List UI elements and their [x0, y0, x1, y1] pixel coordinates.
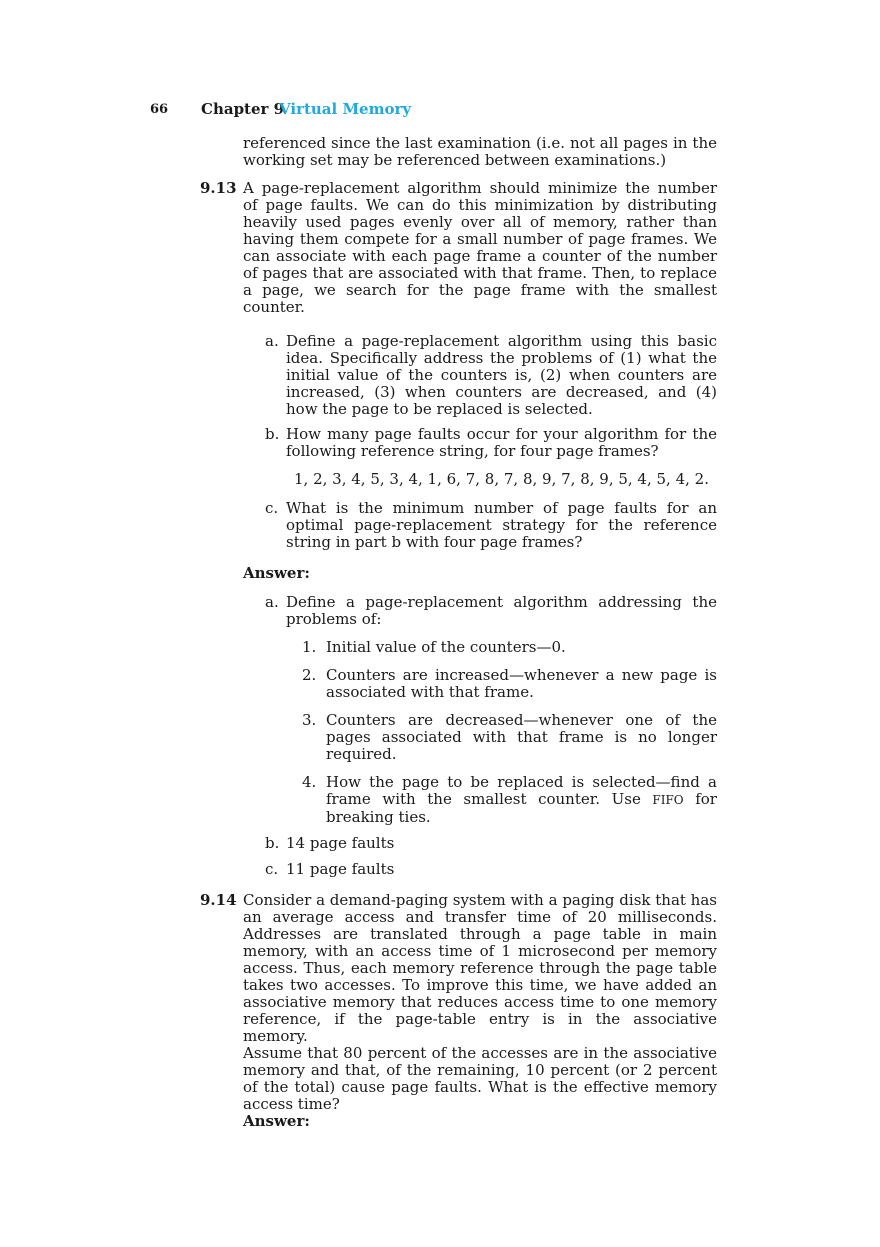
answer-text: Define a page-replacement algorithm addressing the problems of: — [286, 593, 717, 628]
continuation-paragraph: referenced since the last examination (i.e. not all pages in the working set may be referenced between examinations.) — [243, 134, 717, 169]
answer-label: Answer: — [243, 1112, 310, 1130]
part-text: Define a page-replacement algorithm using this basic idea. Specifically address the problems of (1) what the initial value of the counters is, (2) when counters are increased, (3) when counters are decreased, and (4) how the page to be replaced is selected. — [286, 332, 717, 418]
answer-item-2 — [243, 667, 717, 701]
part-text: What is the minimum number of page faults for an optimal page-replacement strategy for the reference string in part b with four page frames? — [286, 499, 717, 551]
answer-label: Answer: — [243, 564, 310, 582]
answer-text: 11 page faults — [286, 860, 395, 878]
item-text: Counters are decreased—whenever one of the pages associated with that frame is no longer required. — [326, 711, 717, 763]
part-marker: c. — [265, 499, 279, 517]
item-marker: 3. — [302, 711, 317, 729]
answer-item-1 — [243, 639, 717, 656]
part-marker: b. — [265, 834, 280, 852]
answer-numbered-list — [243, 639, 717, 826]
item-marker: 1. — [302, 638, 317, 656]
answer-part-b — [243, 835, 717, 852]
item-marker: 2. — [302, 666, 317, 684]
part-text: How many page faults occur for your algorithm for the following reference string, for four page frames? — [286, 425, 717, 460]
exercise-9-14 — [200, 891, 717, 1130]
exercise-prompt: Consider a demand-paging system with a paging disk that has an average access and transfer time of 20 milliseconds. Addresses are translated through a page table in main memory, with an access time of 1 microsecond per memory access. Thus, each memory reference through the page table takes two accesses. To improve this time, we have added an associative memory that reduces access time to one memory reference, if the page-table entry is in the associative memory. — [243, 891, 717, 1045]
exercise-number: 9.14 — [200, 891, 237, 909]
question-part-b — [243, 426, 717, 460]
item-text — [326, 774, 717, 826]
question-parts-cont — [243, 500, 717, 551]
exercise-prompt-continued: Assume that 80 percent of the accesses are in the associative memory and that, of the remaining, 10 percent (or 2 percent of the total) cause page faults. What is the effective memory access time? — [243, 1044, 717, 1113]
part-marker: a. — [265, 332, 279, 350]
running-header — [0, 100, 880, 122]
chapter-title: Virtual Memory — [279, 100, 412, 118]
question-part-a — [243, 333, 717, 418]
exercise-prompt: A page-replacement algorithm should minimize the number of page faults. We can do this minimization by distributing heavily used pages evenly over all of memory, rather than having them compete for a small number of page frames. We can associate with each page frame a counter of the number of pages that are associated with that frame. Then, to replace a page, we search for the page frame with the smallest counter. — [243, 179, 717, 316]
item-text-after: for breaking ties. — [326, 790, 717, 826]
chapter-label: Chapter 9 — [201, 100, 285, 118]
answer-item-3 — [243, 712, 717, 763]
answer-text: 14 page faults — [286, 834, 395, 852]
fifo-acronym: FIFO — [652, 793, 684, 807]
exercise-9-13 — [200, 179, 717, 878]
reference-string: 1, 2, 3, 4, 5, 3, 4, 1, 6, 7, 8, 7, 8, 9, 7, 8, 9, 5, 4, 5, 4, 2. — [294, 470, 709, 488]
item-text: Initial value of the counters—0. — [326, 638, 566, 656]
answer-item-4 — [243, 774, 717, 826]
question-parts — [243, 333, 717, 460]
question-part-c — [243, 500, 717, 551]
answer-part-c — [243, 861, 717, 878]
part-marker: c. — [265, 860, 279, 878]
part-marker: b. — [265, 425, 280, 443]
answer-block — [243, 594, 717, 878]
answer-part-a — [243, 594, 717, 628]
page-body — [200, 134, 717, 1130]
part-marker: a. — [265, 593, 279, 611]
page-number: 66 — [150, 102, 169, 117]
item-text: Counters are increased—whenever a new page is associated with that frame. — [326, 666, 717, 701]
item-marker: 4. — [302, 773, 317, 791]
item-text-before: How the page to be replaced is selected—find a frame with the smallest counter. Use — [326, 773, 717, 808]
exercise-number: 9.13 — [200, 179, 237, 197]
